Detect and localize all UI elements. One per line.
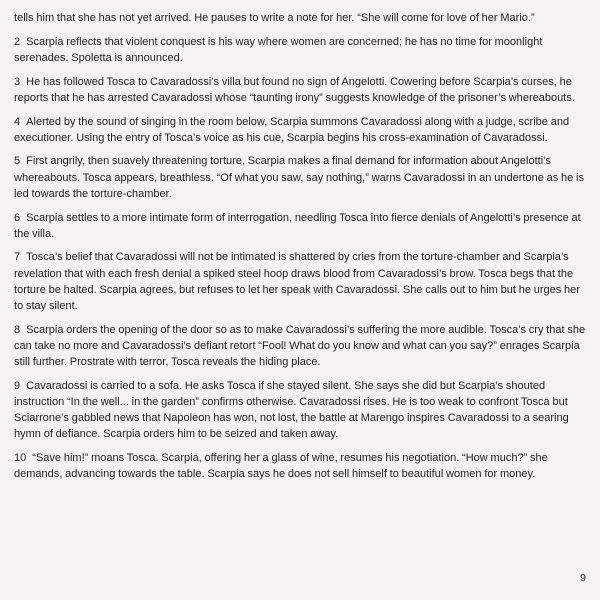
paragraph-text: Scarpia settles to a more intimate form of interrogation, needling Tosca into fierce denials of Angelotti’s presence at the villa.	[14, 211, 581, 240]
paragraph-continued	[14, 10, 586, 26]
paragraph-number: 5	[14, 155, 21, 168]
paragraph-text: Scarpia orders the opening of the door so as to make Cavaradossi’s suffering the more audible. Tosca’s cry that she can take no more and Cavaradossi’s defiant retort “Fool! What do you know and what can you say?” enrages Scarpia still further. Prostrate with terror, Tosca reveals the hiding place.	[14, 323, 586, 369]
paragraph-text: First angrily, then suavely threatening torture, Scarpia makes a final demand for information about Angelotti’s whereabouts. Tosca appears, breathless. “Of what you saw, say nothing,” warns Cavaradossi in an undertone as he is led towards the torture-chamber.	[14, 155, 584, 200]
paragraph-text: Alerted by the sound of singing in the room below, Scarpia summons Cavaradossi along with a judge, scribe and executioner. Using the entry of Tosca’s voice as his cue, Scarpia begins his cross-examination of Cavaradossi.	[14, 115, 570, 144]
paragraph-number: 10	[14, 452, 27, 465]
paragraph-text: tells him that she has not yet arrived. He pauses to write a note for her. “She will come for love of her Mario.”	[14, 12, 535, 24]
paragraph-4	[14, 114, 586, 146]
paragraph-number: 8	[14, 323, 21, 336]
paragraph-number: 3	[14, 75, 21, 88]
page-number: 9	[580, 572, 586, 584]
paragraph-number: 2	[14, 35, 21, 48]
paragraph-3	[14, 74, 586, 106]
paragraph-text: He has followed Tosca to Cavaradossi’s villa but found no sign of Angelotti. Cowering before Scarpia’s curses, he reports that he has arrested Cavaradossi whose “taunting irony” suggests knowledge of the prisoner’s whereabouts.	[14, 75, 575, 104]
paragraph-5	[14, 153, 586, 202]
paragraph-8	[14, 322, 586, 371]
paragraph-text: Cavaradossi is carried to a sofa. He asks Tosca if she stayed silent. She says she did but Scarpia’s shouted instruction “In the well... in the garden” confirms otherwise. Cavaradossi rises. He is too weak to confront Tosca but Sciarrone’s gabbled news that Napoleon has won, not lost, the battle at Marengo inspires Cavaradossi to a searing hymn of defiance. Scarpia orders him to be seized and taken away.	[14, 379, 569, 441]
paragraph-text: Scarpia reflects that violent conquest is his way where women are concerned; he has no time for moonlight serenades. Spoletta is announced.	[14, 35, 543, 64]
paragraph-number: 6	[14, 211, 21, 224]
paragraph-text: “Save him!” moans Tosca. Scarpia, offering her a glass of wine, resumes his negotiation. “How much?” she demands, advancing towards the table. Scarpia says he does not sell himself to beautiful women for money.	[14, 452, 548, 481]
page-body	[14, 10, 586, 490]
paragraph-2	[14, 34, 586, 66]
paragraph-9	[14, 378, 586, 443]
paragraph-10	[14, 450, 586, 482]
paragraph-7	[14, 249, 586, 314]
paragraph-number: 9	[14, 379, 21, 392]
paragraph-6	[14, 210, 586, 242]
paragraph-number: 7	[14, 251, 21, 264]
paragraph-number: 4	[14, 115, 21, 128]
paragraph-text: Tosca’s belief that Cavaradossi will not be intimated is shattered by cries from the torture-chamber and Scarpia’s revelation that with each fresh denial a spiked steel hoop draws blood from Cavaradossi’s brow. Tosca begs that the torture be halted. Scarpia agrees, but refuses to let her speak with Cavaradossi. She calls out to him but he urges her to stay silent.	[14, 251, 580, 313]
